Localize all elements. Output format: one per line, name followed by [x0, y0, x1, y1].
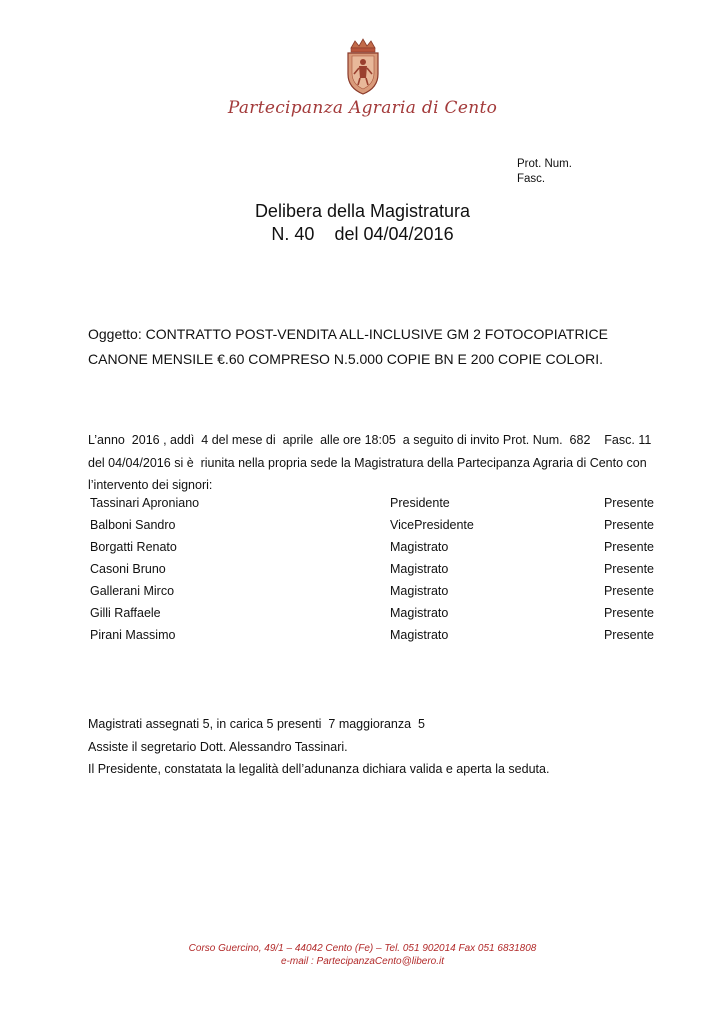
prot-num-label: Prot. Num. — [517, 158, 572, 170]
member-status: Presente — [603, 518, 654, 532]
protocol-block — [517, 157, 572, 187]
member-status: Presente — [603, 562, 654, 576]
member-name: Tassinari Aproniano — [90, 496, 200, 510]
member-name: Gallerani Mirco — [90, 584, 175, 598]
member-status: Presente — [603, 606, 654, 620]
subject-line-2: CANONE MENSILE €.60 COMPRESO N.5.000 COPIE BN E 200 COPIE COLORI. — [88, 351, 604, 367]
intro-paragraph — [88, 429, 658, 497]
closing-line-2: Assiste il segretario Dott. Alessandro Tassinari. — [88, 739, 348, 754]
title-line: Delibera della Magistratura — [254, 201, 471, 221]
table-row — [88, 514, 656, 536]
member-status: Presente — [603, 584, 654, 598]
member-role: Magistrato — [390, 584, 449, 598]
member-name: Balboni Sandro — [90, 518, 176, 532]
letterhead-logo — [0, 38, 725, 96]
member-role: Magistrato — [390, 540, 449, 554]
subject-line-1: Oggetto: CONTRATTO POST-VENDITA ALL-INCLUSIVE GM 2 FOTOCOPIATRICE — [88, 326, 608, 342]
member-role: Magistrato — [390, 562, 449, 576]
member-name: Casoni Bruno — [90, 562, 166, 576]
member-role: VicePresidente — [390, 518, 474, 532]
letterhead-footer — [0, 942, 725, 968]
member-status: Presente — [603, 540, 654, 554]
table-row — [88, 624, 656, 646]
closing-paragraph — [88, 713, 668, 781]
footer-email: e-mail : PartecipanzaCento@libero.it — [280, 956, 444, 967]
subject-block — [88, 322, 688, 372]
deliberation-number-line — [0, 223, 725, 246]
member-name: Pirani Massimo — [90, 628, 176, 642]
deliberation-date: del 04/04/2016 — [334, 224, 454, 244]
table-row — [88, 492, 656, 514]
member-status: Presente — [603, 628, 654, 642]
intro-line-3: l’intervento dei signori: — [88, 478, 213, 492]
member-name: Gilli Raffaele — [90, 606, 161, 620]
intro-line-2: del 04/04/2016 si è riunita nella propria sede la Magistratura della Partecipanza Agraria di Cento con — [88, 455, 647, 470]
footer-address: Corso Guercino, 49/1 – 44042 Cento (Fe) – Tel. 051 902014 Fax 051 6831808 — [188, 943, 537, 954]
document-title — [0, 200, 725, 246]
member-role: Magistrato — [390, 628, 449, 642]
member-name: Borgatti Renato — [90, 540, 177, 554]
member-status: Presente — [603, 496, 654, 510]
closing-line-1: Magistrati assegnati 5, in carica 5 presenti 7 maggioranza 5 — [88, 717, 425, 731]
crest-icon — [343, 38, 383, 96]
organization-name: Partecipanza Agraria di Cento — [227, 98, 498, 118]
table-row — [88, 536, 656, 558]
member-role: Magistrato — [390, 606, 449, 620]
members-table — [88, 492, 656, 646]
table-row — [88, 580, 656, 602]
intro-line-1: L’anno 2016 , addì 4 del mese di aprile alle ore 18:05 a seguito di invito Prot. Num. 682 Fasc. 11 — [88, 433, 652, 447]
deliberation-number: N. 40 — [271, 224, 315, 244]
table-row — [88, 558, 656, 580]
table-row — [88, 602, 656, 624]
closing-line-3: Il Presidente, constatata la legalità dell’adunanza dichiara valida e aperta la seduta. — [88, 762, 550, 776]
member-role: Presidente — [390, 496, 450, 510]
fasc-label: Fasc. — [517, 173, 546, 185]
